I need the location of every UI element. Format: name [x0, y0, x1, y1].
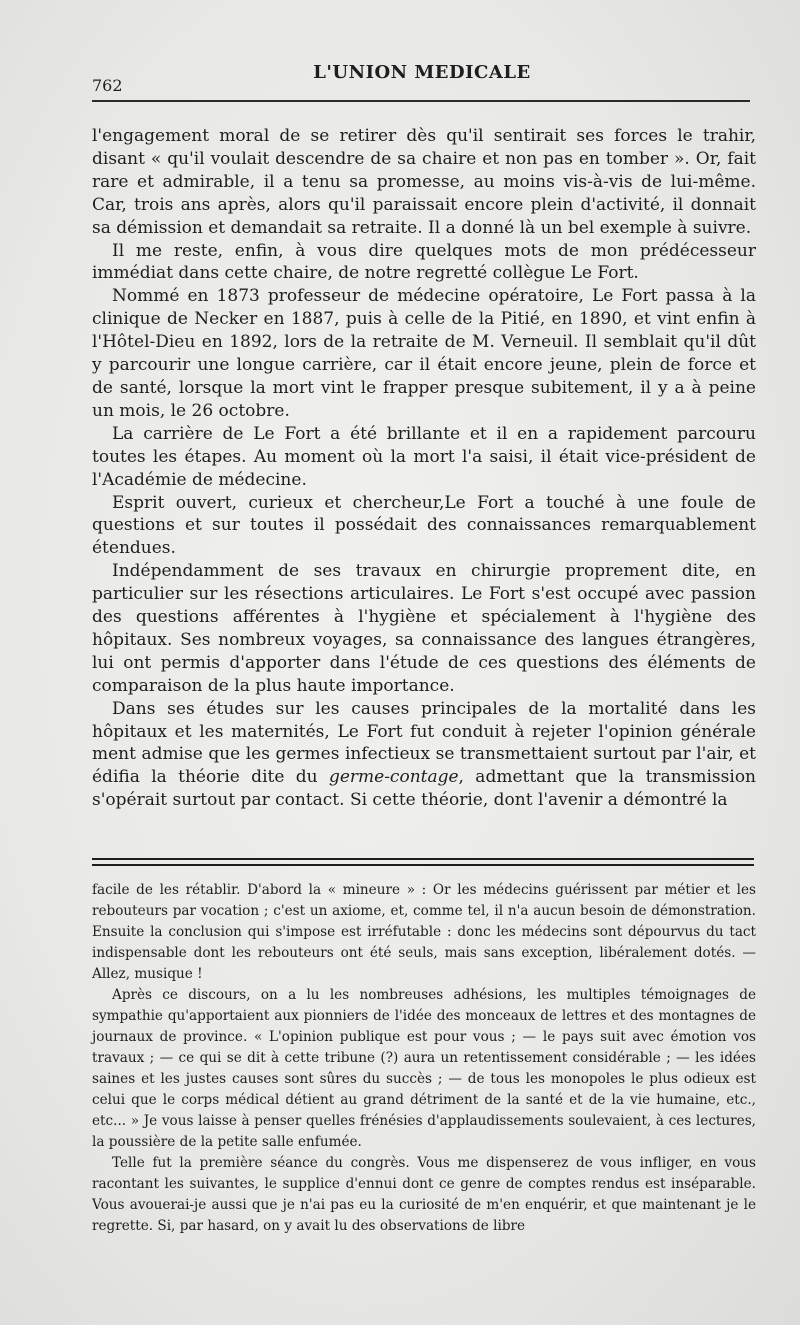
paragraph [92, 698, 756, 813]
paragraph: Esprit ouvert, curieux et chercheur,Le Fort a touché à une foule de questions et sur toutes il possédait des connaissances remarquablement étendues. [92, 492, 756, 559]
paragraph: La carrière de Le Fort a été brillante et il en a rapidement parcouru toutes les étapes. Au moment où la mort l'a saisi, il était vice-président de l'Académie de médecine. [92, 423, 756, 490]
note-paragraph: facile de les rétablir. D'abord la « mineure » : Or les médecins guérissent par métier et les rebouteurs par vocation ; c'est un axiome, et, comme tel, il n'a aucun besoin de démonstration. Ensuite la conclusion qui s'impose est irréfutable : donc les médecins sont dépourvus du tact indispensable dont les rebouteurs ont été seuls, mais sans exception, libéralement dotés. — Allez, musique ! [92, 882, 756, 982]
separator-rule [92, 858, 754, 860]
paragraph: Nommé en 1873 professeur de médecine opératoire, Le Fort passa à la clinique de Necker en 1887, puis à celle de la Pitié, en 1890, et vint enfin à l'Hôtel-Dieu en 1892, lors de la retraite de M. Verneuil. Il semblait qu'il dût y parcourir une longue carrière, car il était encore jeune, plein de force et de santé, lorsque la mort vint le frapper presque subitement, il y a à peine un mois, le 26 octobre. [92, 286, 756, 421]
separator-rule [92, 864, 754, 866]
note-paragraph: Après ce discours, on a lu les nombreuses adhésions, les multiples témoignages de sympathie qu'apportaient aux pionniers de l'idée des monceaux de lettres et des montagnes de journaux de province. « L'opinion publique est pour vous ; — le pays suit avec émotion vos travaux ; — ce qui se dit à cette tribune (?) aura un retentissement considérable ; — les idées saines et les justes causes sont sûres du succès ; — de tous les monopoles le plus odieux est celui que le corps médical détient au grand détriment de la santé et de la vie humaine, etc., etc... » Je vous laisse à penser quelles frénésies d'applaudissements soulevaient, à ces lectures, la poussière de la petite salle enfumée. [92, 987, 756, 1150]
text-run: Dans ses études sur les causes principales de la mortalité dans les hôpitaux et les maternités, Le Fort fut conduit à rejeter l'opinion générale ment admise que les germes infectieux se transmettaient surtout par l'air, et édifia la théorie dite du [92, 698, 756, 788]
paragraph: Il me reste, enfin, à vous dire quelques mots de mon prédécesseur immédiat dans cette chaire, de notre regretté collègue Le Fort. [92, 240, 756, 284]
paragraph: l'engagement moral de se retirer dès qu'il sentirait ses forces le trahir, disant « qu'il voulait descendre de sa chaire et non pas en tomber ». Or, fait rare et admirable, il a tenu sa promesse, au moins vis-à-vis de lui-même. Car, trois ans après, alors qu'il paraissait encore plein d'activité, il donnait sa démission et demandait sa retraite. Il a donné là un bel exemple à suivre. [92, 126, 756, 238]
feuilleton-text [92, 880, 756, 1237]
text-run: , admettant que la transmission s'opérait surtout par contact. Si cette théorie, dont l'avenir a démontré la [92, 767, 756, 811]
running-title: L'UNION MEDICALE [313, 62, 531, 83]
page-header [92, 60, 752, 100]
header-rule [92, 100, 750, 102]
main-text [92, 125, 756, 812]
italic-term: germe-contage [328, 767, 459, 788]
note-paragraph: Telle fut la première séance du congrès. Vous me dispenserez de vous infliger, en vous racontant les suivantes, le supplice d'ennui dont ce genre de comptes rendus est inséparable. Vous avouerai-je aussi que je n'ai pas eu la curiosité de m'en enquérir, et que maintenant je le regrette. Si, par hasard, on y avait lu des observations de libre [92, 1155, 756, 1234]
paragraph: Indépendamment de ses travaux en chirurgie proprement dite, en particulier sur les résections articulaires. Le Fort s'est occupé avec passion des questions afférentes à l'hygiène et spécialement à l'hygiène des hôpitaux. Ses nombreux voyages, sa connaissance des langues étrangères, lui ont permis d'apporter dans l'étude de ces questions des éléments de comparaison de la plus haute importance. [92, 561, 756, 696]
page-number: 762 [92, 76, 123, 95]
